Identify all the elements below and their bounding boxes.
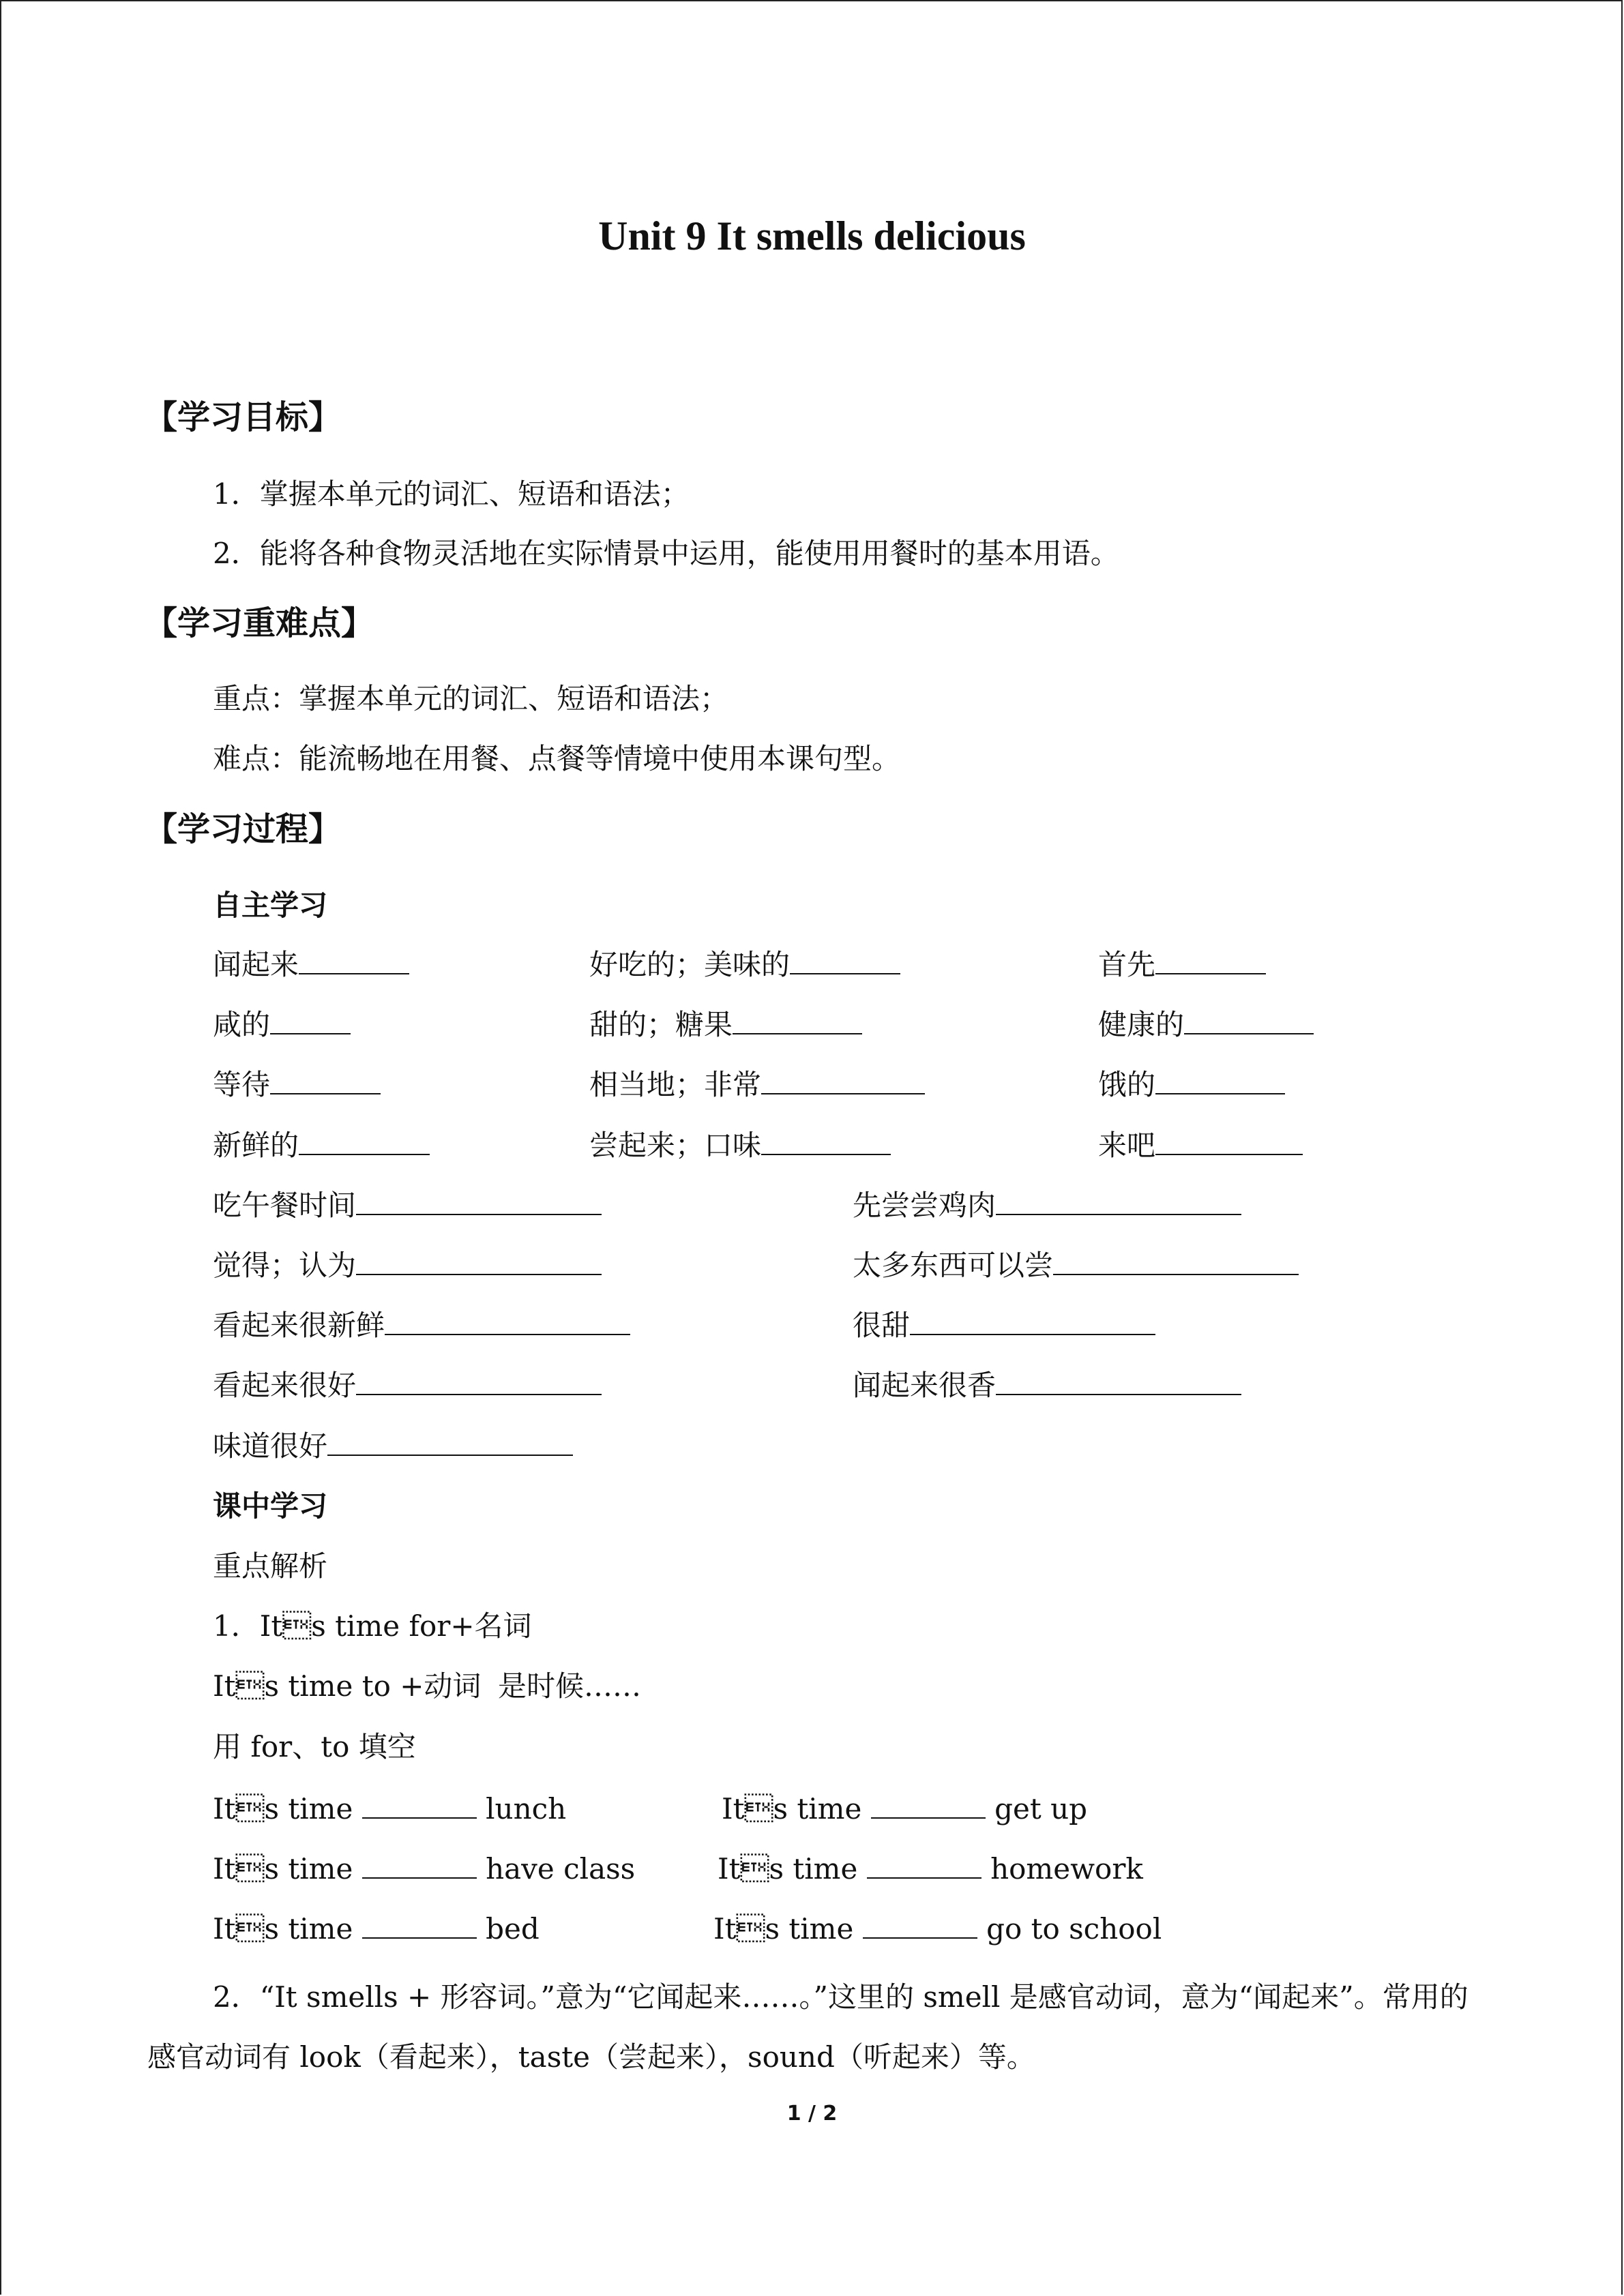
heading-process: 【学习过程】: [145, 810, 342, 848]
answer-blank[interactable]: [299, 1131, 430, 1155]
phrase-item: 味道很好: [213, 1429, 573, 1463]
answer-blank[interactable]: [362, 1914, 477, 1939]
answer-blank[interactable]: [327, 1431, 573, 1456]
phrase-item: 觉得；认为: [213, 1249, 602, 1283]
vocab-item: 等待: [213, 1068, 381, 1102]
heading-key-points: 【学习重难点】: [145, 604, 374, 642]
subheading-in-class: 课中学习: [213, 1489, 328, 1523]
page-number: 1 / 2: [786, 2102, 838, 2126]
point1-line1: 1．Its time for+名词: [213, 1609, 532, 1643]
answer-blank[interactable]: [362, 1854, 477, 1879]
fill-item: Its time bed: [213, 1912, 540, 1945]
answer-blank[interactable]: [996, 1191, 1241, 1215]
answer-blank[interactable]: [356, 1191, 602, 1215]
answer-blank[interactable]: [1155, 950, 1266, 974]
vocab-item: 健康的: [1098, 1008, 1314, 1042]
key-point-item: 难点：能流畅地在用餐、点餐等情境中使用本课句型。: [213, 742, 901, 775]
objective-item: 2．能将各种食物灵活地在实际情景中运用，能使用用餐时的基本用语。: [213, 537, 1119, 570]
answer-blank[interactable]: [761, 1131, 891, 1155]
answer-blank[interactable]: [790, 950, 900, 974]
answer-blank[interactable]: [270, 1070, 381, 1094]
subheading-analysis: 重点解析: [213, 1549, 328, 1583]
answer-blank[interactable]: [996, 1371, 1241, 1395]
point1-line2b: 是时候……: [498, 1669, 642, 1703]
answer-blank[interactable]: [1053, 1251, 1299, 1275]
vocab-item: 闻起来: [213, 948, 409, 982]
vocab-item: 新鲜的: [213, 1129, 430, 1163]
point2-paragraph: 2．“It smells + 形容词。”意为“它闻起来……。”这里的 smell 是感官动词，意为“闻起来”。常用的感官动词有 look（看起来），taste（尝起来），sound（听起来）等。: [147, 1980, 1468, 2074]
phrase-item: 看起来很新鲜: [213, 1309, 630, 1343]
vocab-item: 来吧: [1098, 1129, 1303, 1163]
objective-item: 1．掌握本单元的词汇、短语和语法；: [213, 477, 690, 511]
fill-instruction: 用 for、to 填空: [213, 1730, 416, 1763]
answer-blank[interactable]: [356, 1371, 602, 1395]
fill-item: Its time get up: [722, 1792, 1087, 1825]
key-point-item: 重点：掌握本单元的词汇、短语和语法；: [213, 682, 729, 715]
vocab-item: 咸的: [213, 1008, 351, 1042]
answer-blank[interactable]: [356, 1251, 602, 1275]
phrase-item: 先尝尝鸡肉: [853, 1189, 1241, 1223]
fill-item: Its time have class: [213, 1852, 636, 1885]
answer-blank[interactable]: [871, 1794, 986, 1819]
answer-blank[interactable]: [362, 1794, 477, 1819]
heading-objectives: 【学习目标】: [145, 398, 342, 436]
answer-blank[interactable]: [270, 1010, 351, 1034]
phrase-item: 看起来很好: [213, 1369, 602, 1403]
phrase-item: 很甜: [853, 1309, 1155, 1343]
answer-blank[interactable]: [761, 1070, 925, 1094]
fill-item: Its time lunch: [213, 1792, 567, 1825]
phrase-item: 太多东西可以尝: [853, 1249, 1299, 1283]
vocab-item: 首先: [1098, 948, 1266, 982]
subheading-self-study: 自主学习: [213, 889, 328, 922]
vocab-item: 甜的；糖果: [589, 1008, 862, 1042]
vocab-item: 尝起来；口味: [589, 1129, 891, 1163]
fill-item: Its time homework: [718, 1852, 1143, 1885]
answer-blank[interactable]: [1184, 1010, 1314, 1034]
answer-blank[interactable]: [733, 1010, 862, 1034]
answer-blank[interactable]: [1155, 1070, 1285, 1094]
fill-item: Its time go to school: [713, 1912, 1162, 1945]
phrase-item: 闻起来很香: [853, 1369, 1241, 1403]
answer-blank[interactable]: [867, 1854, 981, 1879]
vocab-item: 好吃的；美味的: [589, 948, 900, 982]
answer-blank[interactable]: [299, 950, 409, 974]
answer-blank[interactable]: [1155, 1131, 1303, 1155]
answer-blank[interactable]: [910, 1311, 1155, 1335]
point1-line2a: Its time to +动词: [213, 1669, 482, 1703]
document-title: Unit 9 It smells delicious: [598, 213, 1026, 258]
phrase-item: 吃午餐时间: [213, 1189, 602, 1223]
vocab-item: 相当地；非常: [589, 1068, 925, 1102]
answer-blank[interactable]: [385, 1311, 630, 1335]
vocab-item: 饿的: [1098, 1068, 1285, 1102]
answer-blank[interactable]: [863, 1914, 977, 1939]
